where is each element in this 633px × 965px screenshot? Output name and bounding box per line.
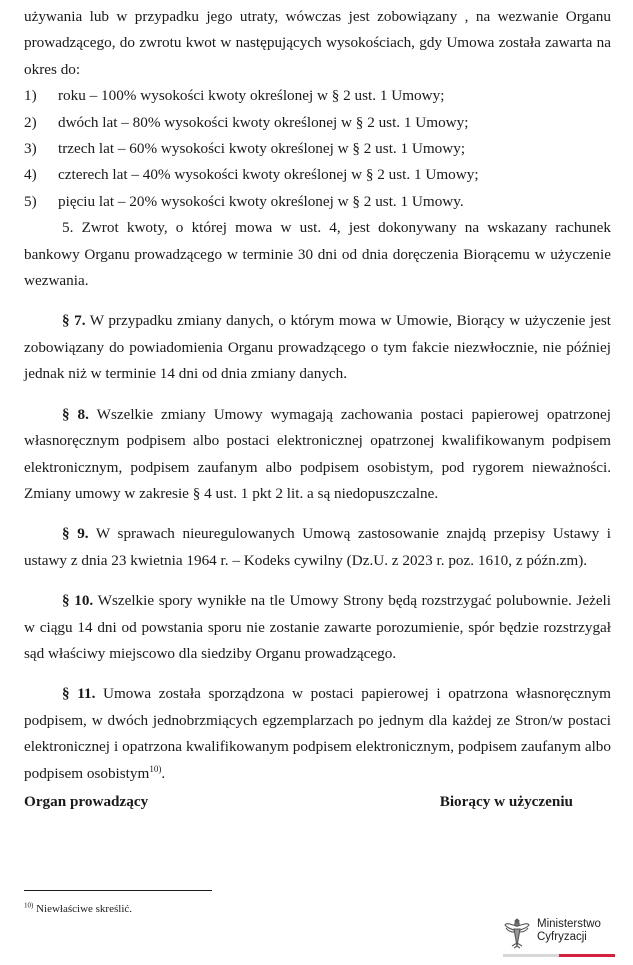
list-item-text: dwóch lat – 80% wysokości kwoty określonej w § 2 ust. 1 Umowy;	[58, 113, 469, 131]
flag-stripe-white	[503, 954, 559, 957]
list-item-number: 1)	[24, 87, 37, 105]
section-label: § 10.	[62, 592, 94, 610]
ministry-logo	[503, 916, 615, 958]
section-text-tail: .	[161, 764, 166, 782]
list-item-text: pięciu lat – 20% wysokości kwoty określonej w § 2 ust. 1 Umowy.	[58, 192, 464, 210]
signature-right-label: Biorący w użyczeniu	[439, 793, 573, 810]
logo-text	[537, 918, 601, 944]
signature-block	[24, 793, 573, 811]
section-9	[24, 521, 611, 574]
list-item	[24, 110, 611, 136]
flag-stripe	[503, 954, 615, 957]
document-body	[24, 0, 611, 787]
section-label: § 9.	[62, 525, 89, 543]
footnote-mark: 10)	[24, 901, 34, 910]
section-10	[24, 588, 611, 667]
footnote-reference: 10)	[149, 763, 162, 774]
list-item-text: czterech lat – 40% wysokości kwoty określonej w § 2 ust. 1 Umowy;	[58, 166, 479, 184]
section-text: Wszelkie spory wynikłe na tle Umowy Strony będą rozstrzygać polubownie. Jeżeli w ciągu 14 dni od powstania sporu nie zostanie zawarte porozumienie, spór będzie rozstrzygał sąd właściwy miejscowo dla siedziby Organu prowadzącego.	[24, 592, 611, 662]
eagle-emblem-icon	[503, 916, 531, 952]
section-text: Umowa została sporządzona w postaci papierowej i opatrzona własnoręcznym podpisem, w dwóch jednobrzmiących egzemplarzach po jednym dla każdej ze Stron/w postaci elektronicznej i opatrzona kwalifikowanym podpisem elektronicznym, podpisem zaufanym albo podpisem osobistym	[24, 685, 611, 782]
section-text: W sprawach nieuregulowanych Umową zastosowanie znajdą przepisy Ustawy i ustawy z dnia 23 kwietnia 1964 r. – Kodeks cywilny (Dz.U. z 2023 r. poz. 1610, z późn.zm).	[24, 525, 611, 569]
intro-paragraph: używania lub w przypadku jego utraty, wówczas jest zobowiązany , na wezwanie Organu prowadzącego, do zwrotu kwot w następujących wysokościach, gdy Umowa została zawarta na okres do:	[24, 8, 611, 78]
list-item-text: roku – 100% wysokości kwoty określonej w § 2 ust. 1 Umowy;	[58, 87, 445, 105]
section-label: § 8.	[62, 405, 89, 423]
list-item-number: 3)	[24, 140, 37, 158]
logo-line-2: Cyfryzacji	[537, 931, 587, 943]
signature-left-label: Organ prowadzący	[24, 793, 149, 810]
section-label: § 7.	[62, 312, 86, 330]
list-item	[24, 162, 611, 188]
list-item	[24, 136, 611, 162]
list-item-number: 4)	[24, 166, 37, 184]
section-11	[24, 681, 611, 787]
list-item-number: 5)	[24, 192, 37, 210]
list-item	[24, 189, 611, 215]
section-label: § 11.	[62, 685, 96, 703]
logo-line-1: Ministerstwo	[537, 918, 601, 930]
section-text: W przypadku zmiany danych, o którym mowa w Umowie, Biorący w użyczenie jest zobowiązany do powiadomienia Organu prowadzącego o tym fakcie niezwłocznie, nie później jednak niż w terminie 14 dni od dnia zmiany danych.	[24, 312, 612, 383]
section-7	[24, 308, 611, 387]
footnote	[24, 902, 132, 916]
footnote-text: Niewłaściwe skreślić.	[33, 903, 133, 915]
return-rates-list	[24, 83, 611, 215]
flag-stripe-red	[559, 954, 615, 957]
footnote-divider	[24, 890, 212, 891]
list-item-number: 2)	[24, 113, 37, 131]
list-item-text: trzech lat – 60% wysokości kwoty określonej w § 2 ust. 1 Umowy;	[58, 140, 466, 158]
list-item	[24, 83, 611, 109]
paragraph-5: 5. Zwrot kwoty, o której mowa w ust. 4, jest dokonywany na wskazany rachunek bankowy Organu prowadzącego w terminie 30 dni od dnia doręczenia Biorącemu w użyczenie wezwania.	[24, 219, 611, 290]
section-text: Wszelkie zmiany Umowy wymagają zachowania postaci papierowej opatrzonej własnoręcznym podpisem albo postaci elektronicznej opatrzonej kwalifikowanym podpisem elektronicznym, podpisem zaufanym albo podpisem osobistym, pod rygorem nieważności. Zmiany umowy w zakresie § 4 ust. 1 pkt 2 lit. a są niedopuszczalne.	[24, 405, 611, 502]
section-8	[24, 402, 611, 508]
